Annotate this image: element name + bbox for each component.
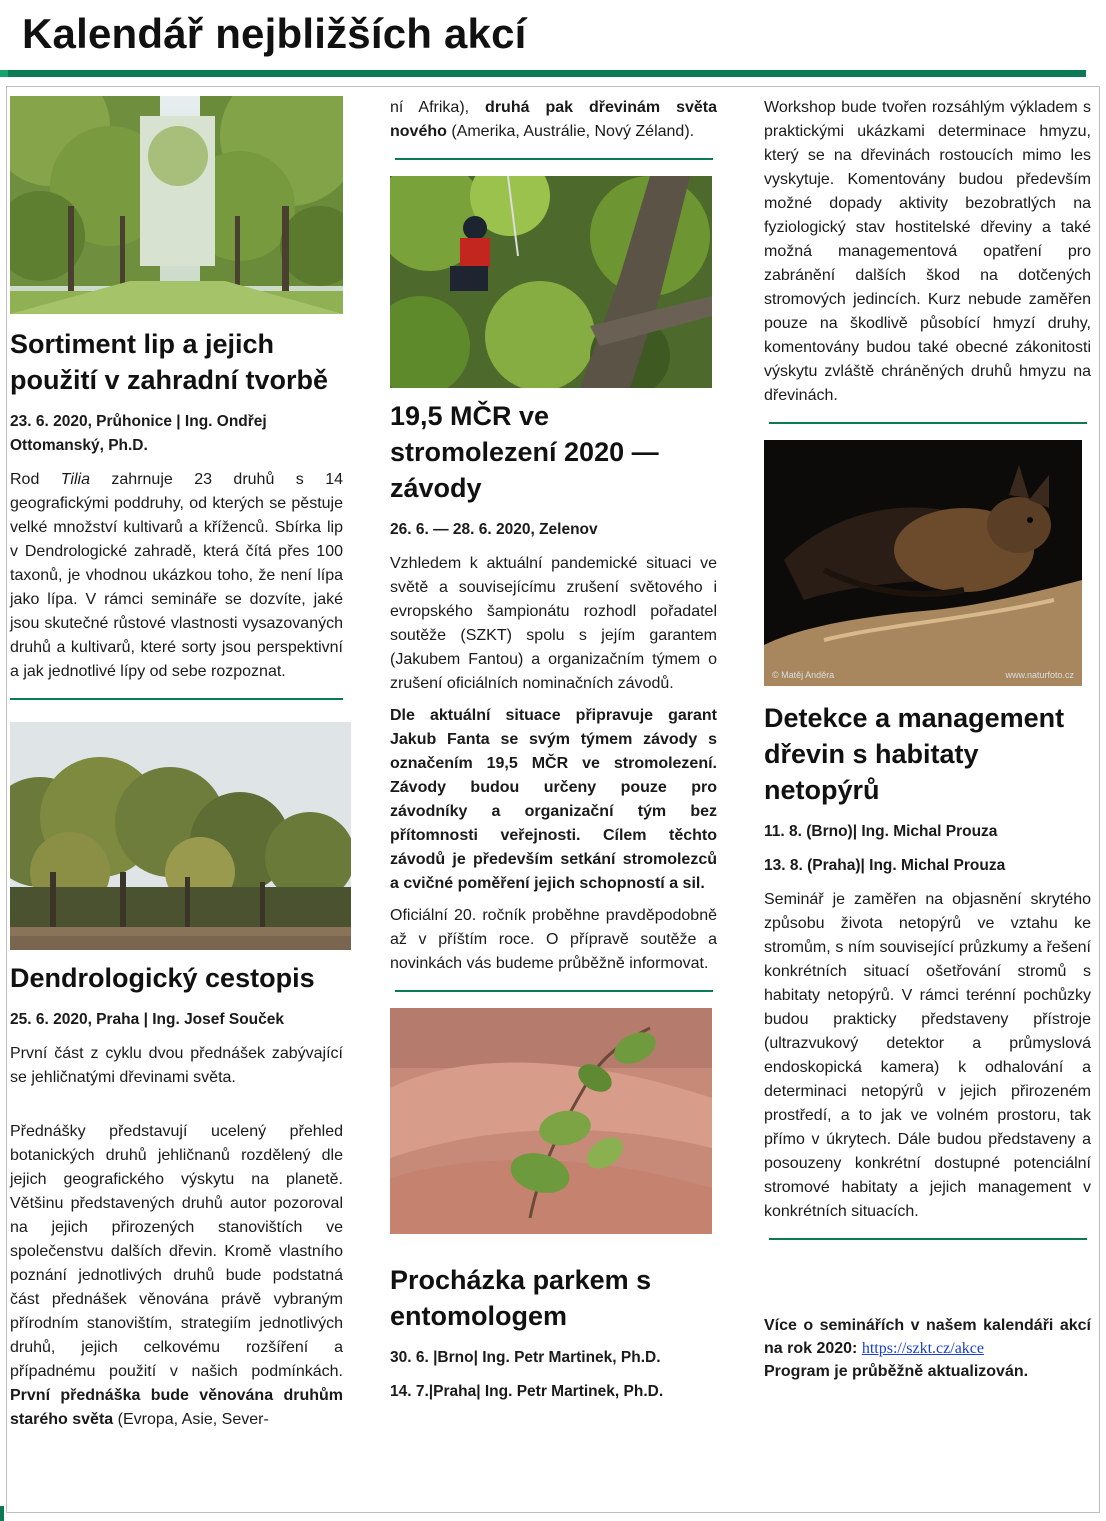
event-date-speaker: 25. 6. 2020, Praha | Ing. Josef Souček	[10, 1011, 284, 1028]
event-description: Workshop bude tvořen rozsáhlým výkladem s praktickými ukázkami determinace hmyzu, který se na dřevinách rostoucích mimo les vyskytuje. Komentovány budou především možné dopady aktivity bezobratlých na fyziologický stav hostitelské dřeviny a také možná managementová opatření pro zabránění dalších škod na dotčených stromových jedincích. Kurz nebude zaměřen pouze na škodlivě působící hmyzí druhy, komentovány budou také obecné zákonitosti výskytu zvláště chráněných druhů hmyzu na dřevinách.	[764, 99, 1091, 404]
event-date-speaker: 23. 6. 2020, Průhonice | Ing. Ondřej Ottomanský, Ph.D.	[10, 413, 267, 454]
event-description: Oficiální 20. ročník proběhne pravděpodobně až v příštím roce. O přípravě soutěže a novinkách vás budeme průběžně informovat.	[390, 907, 717, 972]
section-divider	[395, 158, 713, 160]
event-date-speaker: 14. 7.|Praha| Ing. Petr Martinek, Ph.D.	[390, 1383, 664, 1400]
section-divider	[769, 422, 1087, 424]
event-date-speaker: 11. 8. (Brno)| Ing. Michal Prouza	[764, 823, 998, 840]
bat-photo	[764, 440, 1082, 686]
column-3	[764, 96, 1091, 1391]
frame-edge-mark	[0, 1506, 4, 1521]
section-divider	[10, 698, 343, 700]
birch-leaves-hand-photo	[390, 1008, 712, 1234]
linden-alley-photo	[10, 96, 343, 314]
event-description: Seminář je zaměřen na objasnění skrytého způsobu života netopýrů ve vztahu ke stromům, s ním související průzkumy a řešení konkrétních situací ošetřování stromů s habitaty netopýrů. V rámci terénní pochůzky budou prakticky představeny přístroje (ultrazvukový detektor a průmyslová endoskopická kamera) k odhalování a determinaci netopýrů v jejich přirozeném prostředí, a to jak ve volném prostoru, tak přímo v úkrytech. Dále budou představeny a posouzeny konkrétní dostupné potenciální stromové habitaty a jejich management v konkrétních situacích.	[764, 891, 1091, 1220]
event-description: Rod Tilia zahrnuje 23 druhů s 14 geografickými poddruhy, od kterých se pěstuje velké množství kultivarů a kříženců. Sbírka lip v Dendrologické zahradě, která čítá přes 100 taxonů, je vhodnou ukázkou toho, že není lípa jako lípa. V rámci semináře se dozvíte, jaké jsou skutečné růstové vlastnosti vysazovaných druhů a kultivarů, které sorty jsou perspektivní a jak jednotlivé lípy od sebe rozpoznat.	[10, 471, 343, 680]
section-divider	[769, 1238, 1087, 1240]
event-description-highlight: Dle aktuální situace připravuje garant Jakub Fanta se svým týmem závody s označením 19,5 MČR ve stromolezení. Závody budou určeny pouze pro závodníky a organizační tým bez přítomnosti veřejnosti. Cílem těchto závodů je především setkání stromolezců a cvičné poměření jejich schopností a sil.	[390, 707, 717, 892]
page-title: Kalendář nejbližších akcí	[22, 10, 527, 57]
cypress-trees-photo	[10, 722, 351, 950]
event-description: Přednášky představují ucelený přehled botanických druhů jehličnanů rozdělený dle jejich geografického výskytu na planetě. Většinu představených druhů autor pozoroval na jejich přirozených stanovištích ve společenstvu dalších dřevin. Kromě vlastního poznání jednotlivých druhů bude podstatná část přednášek věnována právě vybraným přírodním stanovištím, strategiím jednotlivých druhů, jejich celkovému rozšíření a případnému použití v našich podmínkách. První přednáška bude věnována druhům starého světa (Evropa, Asie, Sever-	[10, 1123, 343, 1428]
event-date-speaker: 13. 8. (Praha)| Ing. Michal Prouza	[764, 857, 1006, 874]
footer-note: Více o seminářích v našem kalendáři akcí na rok 2020: https://szkt.cz/akce Program je průběžně aktualizován.	[764, 1317, 1091, 1380]
event-title: Procházka parkem s entomologem	[390, 1265, 652, 1331]
photo-credit-source: www.naturfoto.cz	[1005, 670, 1074, 680]
event-title: Dendrologický cestopis	[10, 963, 315, 993]
title-rule	[0, 70, 1086, 77]
calendar-link[interactable]: https://szkt.cz/akce	[861, 1340, 985, 1357]
event-title: 19,5 MČR ve stromolezení 2020 — závody	[390, 401, 659, 503]
event-description: Vzhledem k aktuální pandemické situaci ve světě a souvisejícímu zrušení světového i evropského šampionátu rozhodl pořadatel soutěže (SZKT) spolu s jejím garantem (Jakubem Fantou) a organizačním týmem o zrušení oficiálních nominačních závodů.	[390, 555, 717, 692]
event-description-continued: ní Afrika), druhá pak dřevinám světa nového (Amerika, Austrálie, Nový Zéland).	[390, 99, 717, 140]
title-rule-accent	[0, 70, 8, 77]
photo-credit-author: © Matěj Anděra	[772, 670, 835, 680]
event-title: Detekce a management dřevin s habitaty netopýrů	[764, 703, 1065, 805]
column-1	[10, 96, 343, 1440]
event-date-speaker: 26. 6. — 28. 6. 2020, Zelenov	[390, 521, 598, 538]
section-divider	[395, 990, 713, 992]
event-title: Sortiment lip a jejich použití v zahradní tvorbě	[10, 329, 329, 395]
tree-climber-photo	[390, 176, 712, 388]
event-date-speaker: 30. 6. |Brno| Ing. Petr Martinek, Ph.D.	[390, 1349, 661, 1366]
column-2	[390, 96, 717, 1414]
event-description: První část z cyklu dvou přednášek zabývající se jehličnatými dřevinami světa.	[10, 1045, 343, 1086]
